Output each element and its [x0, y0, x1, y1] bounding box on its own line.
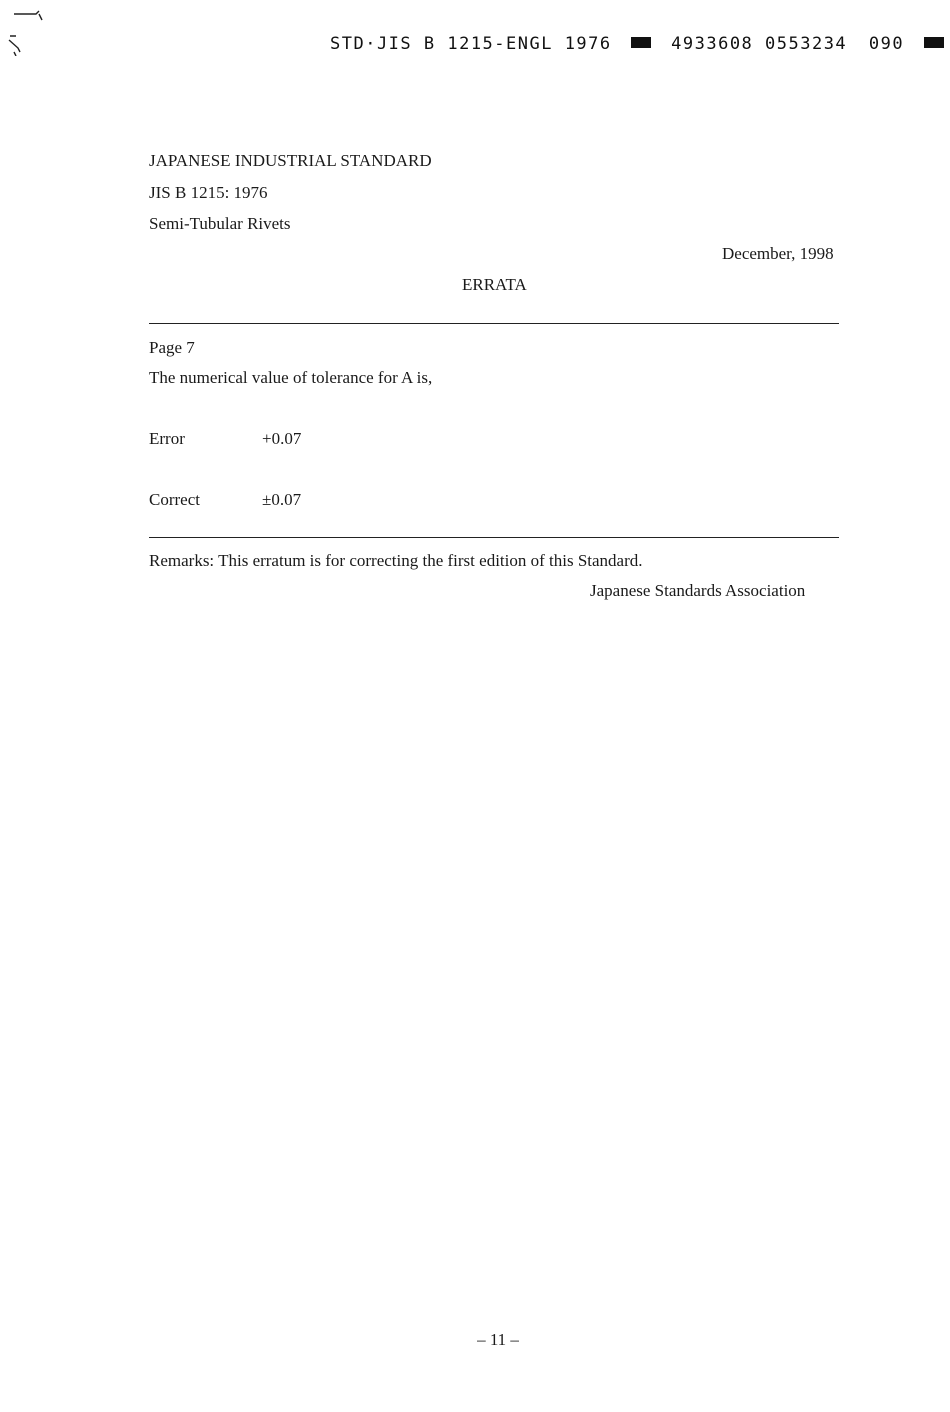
- erratum-page-ref: Page 7: [149, 338, 195, 357]
- issuer-name: Japanese Standards Association: [590, 581, 806, 600]
- section-title: ERRATA: [462, 275, 527, 294]
- remarks-text: Remarks: This erratum is for correcting the first edition of this Standard.: [149, 551, 643, 570]
- scan-header-code: STD·JIS B 1215-ENGL 1976: [330, 34, 612, 54]
- error-label: Error: [149, 429, 185, 448]
- scan-corner-mark: [6, 6, 46, 56]
- scan-header-suffix: 090: [868, 34, 905, 54]
- standard-number: JIS B 1215: 1976: [149, 183, 268, 202]
- erratum-description: The numerical value of tolerance for A is,: [149, 368, 433, 387]
- document-date: December, 1998: [722, 244, 834, 263]
- error-value: +0.07: [262, 429, 302, 448]
- top-divider: [149, 323, 839, 324]
- standard-title: Semi-Tubular Rivets: [149, 214, 291, 233]
- page-number: – 11 –: [477, 1330, 519, 1349]
- bottom-divider: [149, 537, 839, 538]
- scan-block-mark-end: [924, 37, 944, 48]
- scan-header-number: 4933608 0553234: [671, 34, 848, 54]
- document-heading: JAPANESE INDUSTRIAL STANDARD: [149, 151, 432, 170]
- scan-block-mark: [631, 37, 651, 48]
- correct-label: Correct: [149, 490, 200, 509]
- scan-header: [330, 34, 950, 54]
- correct-value: ±0.07: [262, 490, 302, 509]
